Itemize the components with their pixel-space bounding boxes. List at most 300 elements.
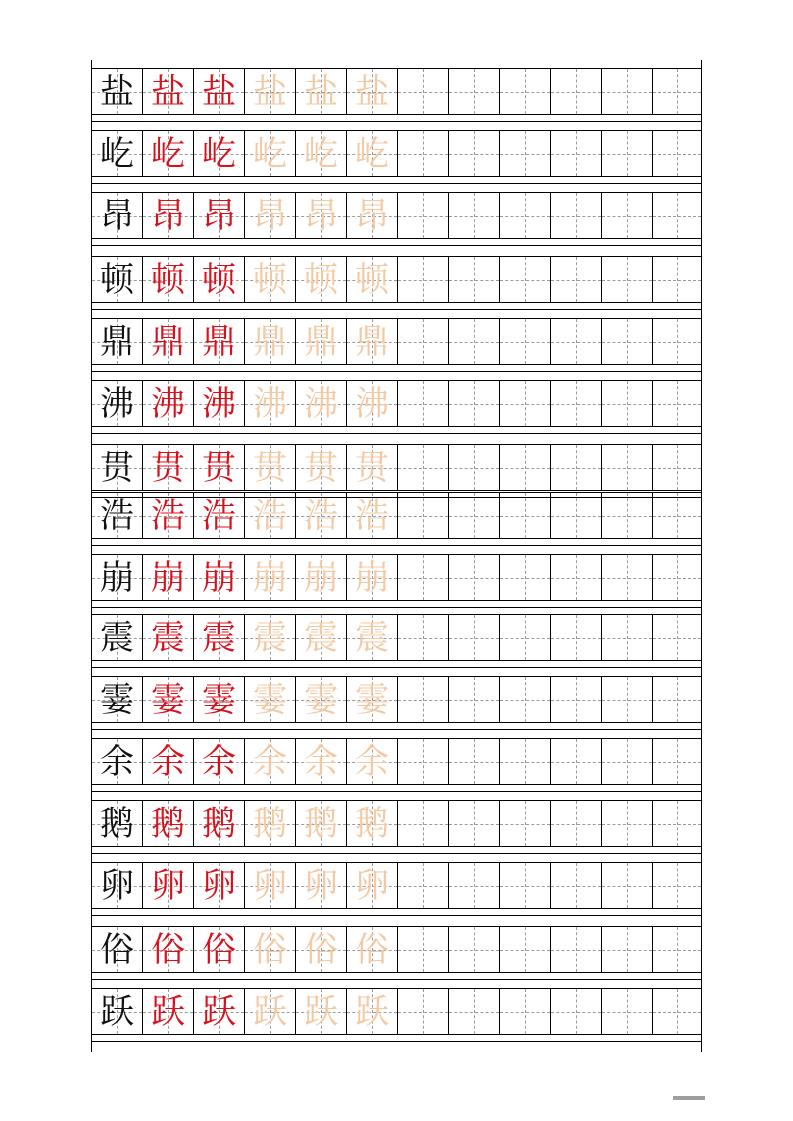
guide-line-vertical (576, 493, 577, 538)
blank-practice-cell (601, 800, 652, 847)
light-trace-cell (295, 68, 346, 115)
row-separator-line (91, 433, 702, 434)
guide-line-vertical (627, 493, 628, 538)
blank-practice-cell (550, 256, 601, 303)
blank-practice-cell (397, 444, 448, 491)
practice-character: 沸 (100, 383, 134, 424)
guide-line-vertical (423, 863, 424, 908)
guide-line-vertical (474, 131, 475, 176)
light-trace-cell (244, 318, 295, 365)
guide-line-vertical (677, 445, 678, 490)
blank-practice-cell (550, 988, 601, 1035)
light-trace-cell (295, 492, 346, 539)
guide-line-vertical (423, 131, 424, 176)
row-separator-line (91, 371, 702, 372)
blank-practice-cell (448, 926, 499, 973)
blank-practice-cell (499, 862, 550, 909)
guide-line-vertical (525, 989, 526, 1034)
blank-practice-cell (550, 554, 601, 601)
light-trace-cell (295, 318, 346, 365)
light-trace-cell (244, 68, 295, 115)
guide-line-vertical (474, 193, 475, 238)
guide-line-vertical (525, 69, 526, 114)
light-trace-cell (295, 444, 346, 491)
practice-character: 贯 (100, 447, 134, 488)
blank-practice-cell (601, 676, 652, 723)
model-character-cell (91, 256, 142, 303)
practice-character: 浩 (253, 495, 287, 536)
guide-line-vertical (576, 927, 577, 972)
blank-practice-cell (652, 862, 702, 909)
blank-practice-cell (550, 926, 601, 973)
light-trace-cell (244, 492, 295, 539)
guide-line-vertical (627, 989, 628, 1034)
red-trace-cell (142, 256, 193, 303)
row-separator-line (91, 607, 702, 608)
guide-line-vertical (423, 927, 424, 972)
blank-practice-cell (448, 676, 499, 723)
blank-practice-cell (601, 554, 652, 601)
blank-practice-cell (652, 318, 702, 365)
guide-line-vertical (576, 193, 577, 238)
model-character-cell (91, 554, 142, 601)
light-trace-cell (346, 554, 397, 601)
practice-character: 浩 (151, 495, 185, 536)
practice-character: 鹅 (253, 803, 287, 844)
guide-line-vertical (576, 555, 577, 600)
row-separator-line (91, 791, 702, 792)
guide-line-vertical (576, 677, 577, 722)
practice-character: 沸 (202, 383, 236, 424)
blank-practice-cell (397, 554, 448, 601)
guide-line-vertical (423, 989, 424, 1034)
row-separator-line (91, 545, 702, 546)
red-trace-cell (193, 192, 244, 239)
blank-practice-cell (448, 738, 499, 785)
practice-character: 沸 (304, 383, 338, 424)
light-trace-cell (244, 256, 295, 303)
practice-row (91, 738, 702, 785)
practice-row (91, 68, 702, 115)
light-trace-cell (295, 614, 346, 661)
light-trace-cell (244, 380, 295, 427)
guide-line-vertical (423, 257, 424, 302)
light-trace-cell (295, 862, 346, 909)
guide-line-vertical (627, 927, 628, 972)
blank-practice-cell (550, 318, 601, 365)
blank-practice-cell (397, 614, 448, 661)
row-separator-line (91, 667, 702, 668)
practice-character: 顿 (304, 259, 338, 300)
guide-line-vertical (677, 555, 678, 600)
blank-practice-cell (601, 492, 652, 539)
practice-character: 顿 (355, 259, 389, 300)
guide-line-vertical (677, 677, 678, 722)
practice-row (91, 926, 702, 973)
model-character-cell (91, 380, 142, 427)
blank-practice-cell (652, 444, 702, 491)
blank-practice-cell (499, 800, 550, 847)
light-trace-cell (244, 676, 295, 723)
model-character-cell (91, 800, 142, 847)
practice-character: 浩 (304, 495, 338, 536)
guide-line-vertical (474, 989, 475, 1034)
red-trace-cell (142, 130, 193, 177)
blank-practice-cell (448, 862, 499, 909)
light-trace-cell (346, 862, 397, 909)
practice-character: 顿 (202, 259, 236, 300)
practice-character: 昂 (253, 195, 287, 236)
practice-character: 余 (355, 741, 389, 782)
practice-character: 浩 (100, 495, 134, 536)
model-character-cell (91, 192, 142, 239)
practice-character: 霎 (355, 679, 389, 720)
practice-character: 余 (100, 741, 134, 782)
guide-line-vertical (627, 257, 628, 302)
practice-character: 震 (253, 617, 287, 658)
blank-practice-cell (652, 800, 702, 847)
practice-character: 盐 (151, 71, 185, 112)
practice-character: 跃 (253, 991, 287, 1032)
practice-character: 卵 (202, 865, 236, 906)
light-trace-cell (295, 676, 346, 723)
practice-character: 俗 (253, 929, 287, 970)
guide-line-vertical (423, 739, 424, 784)
light-trace-cell (346, 800, 397, 847)
guide-line-vertical (525, 555, 526, 600)
guide-line-vertical (474, 801, 475, 846)
guide-line-vertical (576, 257, 577, 302)
guide-line-vertical (525, 863, 526, 908)
blank-practice-cell (448, 614, 499, 661)
guide-line-vertical (474, 493, 475, 538)
guide-line-vertical (627, 863, 628, 908)
guide-line-vertical (525, 319, 526, 364)
guide-line-vertical (423, 445, 424, 490)
red-trace-cell (142, 192, 193, 239)
model-character-cell (91, 444, 142, 491)
blank-practice-cell (652, 256, 702, 303)
red-trace-cell (193, 988, 244, 1035)
blank-practice-cell (397, 130, 448, 177)
blank-practice-cell (448, 800, 499, 847)
practice-character: 屹 (151, 133, 185, 174)
blank-practice-cell (499, 738, 550, 785)
light-trace-cell (295, 256, 346, 303)
guide-line-vertical (677, 69, 678, 114)
light-trace-cell (346, 926, 397, 973)
red-trace-cell (193, 862, 244, 909)
guide-line-vertical (474, 863, 475, 908)
blank-practice-cell (448, 130, 499, 177)
blank-practice-cell (397, 862, 448, 909)
practice-row (91, 988, 702, 1035)
blank-practice-cell (652, 68, 702, 115)
blank-practice-cell (601, 380, 652, 427)
guide-line-vertical (627, 69, 628, 114)
guide-line-vertical (677, 927, 678, 972)
practice-character: 贯 (355, 447, 389, 488)
blank-practice-cell (499, 256, 550, 303)
red-trace-cell (142, 68, 193, 115)
practice-character: 崩 (304, 557, 338, 598)
practice-character: 沸 (355, 383, 389, 424)
practice-character: 余 (202, 741, 236, 782)
practice-character: 顿 (151, 259, 185, 300)
guide-line-vertical (423, 801, 424, 846)
blank-practice-cell (499, 380, 550, 427)
practice-character: 崩 (100, 557, 134, 598)
blank-practice-cell (499, 926, 550, 973)
blank-practice-cell (601, 988, 652, 1035)
practice-character: 昂 (151, 195, 185, 236)
practice-character: 余 (151, 741, 185, 782)
practice-character: 屹 (100, 133, 134, 174)
guide-line-vertical (677, 257, 678, 302)
red-trace-cell (142, 926, 193, 973)
practice-character: 沸 (253, 383, 287, 424)
practice-character: 震 (151, 617, 185, 658)
blank-practice-cell (448, 380, 499, 427)
guide-line-vertical (677, 493, 678, 538)
guide-line-vertical (627, 445, 628, 490)
practice-character: 屹 (304, 133, 338, 174)
blank-practice-cell (652, 380, 702, 427)
blank-practice-cell (499, 492, 550, 539)
row-separator-line (91, 853, 702, 854)
model-character-cell (91, 676, 142, 723)
practice-row (91, 614, 702, 661)
blank-practice-cell (601, 738, 652, 785)
light-trace-cell (346, 318, 397, 365)
red-trace-cell (193, 800, 244, 847)
blank-practice-cell (550, 738, 601, 785)
blank-practice-cell (550, 68, 601, 115)
practice-character: 跃 (100, 991, 134, 1032)
practice-character: 崩 (355, 557, 389, 598)
row-separator-line (91, 183, 702, 184)
red-trace-cell (193, 738, 244, 785)
practice-character: 昂 (202, 195, 236, 236)
red-trace-cell (142, 444, 193, 491)
practice-character: 俗 (100, 929, 134, 970)
light-trace-cell (295, 988, 346, 1035)
guide-line-vertical (525, 615, 526, 660)
practice-character: 卵 (100, 865, 134, 906)
blank-practice-cell (499, 68, 550, 115)
blank-practice-cell (601, 318, 652, 365)
guide-line-vertical (474, 555, 475, 600)
practice-character: 贯 (151, 447, 185, 488)
blank-practice-cell (601, 444, 652, 491)
light-trace-cell (244, 554, 295, 601)
light-trace-cell (295, 800, 346, 847)
practice-character: 跃 (151, 991, 185, 1032)
guide-line-vertical (677, 615, 678, 660)
guide-line-vertical (423, 193, 424, 238)
practice-character: 鼎 (304, 321, 338, 362)
practice-character: 震 (202, 617, 236, 658)
practice-character: 俗 (355, 929, 389, 970)
guide-line-vertical (627, 739, 628, 784)
light-trace-cell (244, 130, 295, 177)
model-character-cell (91, 738, 142, 785)
red-trace-cell (142, 862, 193, 909)
blank-practice-cell (652, 738, 702, 785)
practice-row (91, 318, 702, 365)
red-trace-cell (142, 492, 193, 539)
practice-character: 霎 (253, 679, 287, 720)
light-trace-cell (244, 614, 295, 661)
light-trace-cell (346, 380, 397, 427)
model-character-cell (91, 130, 142, 177)
light-trace-cell (295, 130, 346, 177)
blank-practice-cell (652, 130, 702, 177)
practice-character: 崩 (202, 557, 236, 598)
practice-character: 鼎 (202, 321, 236, 362)
blank-practice-cell (499, 676, 550, 723)
practice-character: 鼎 (253, 321, 287, 362)
blank-practice-cell (499, 130, 550, 177)
practice-character: 昂 (355, 195, 389, 236)
practice-character: 鹅 (355, 803, 389, 844)
blank-practice-cell (397, 318, 448, 365)
blank-practice-cell (397, 926, 448, 973)
light-trace-cell (295, 554, 346, 601)
blank-practice-cell (397, 800, 448, 847)
red-trace-cell (193, 256, 244, 303)
light-trace-cell (346, 738, 397, 785)
blank-practice-cell (499, 318, 550, 365)
blank-practice-cell (550, 380, 601, 427)
practice-character: 霎 (202, 679, 236, 720)
practice-character: 盐 (253, 71, 287, 112)
practice-character: 鼎 (151, 321, 185, 362)
practice-row (91, 444, 702, 491)
practice-row (91, 862, 702, 909)
red-trace-cell (193, 554, 244, 601)
guide-line-vertical (525, 677, 526, 722)
practice-character: 鹅 (151, 803, 185, 844)
blank-practice-cell (550, 676, 601, 723)
red-trace-cell (193, 676, 244, 723)
blank-practice-cell (448, 444, 499, 491)
guide-line-vertical (576, 989, 577, 1034)
blank-practice-cell (550, 492, 601, 539)
light-trace-cell (346, 192, 397, 239)
red-trace-cell (193, 130, 244, 177)
practice-character: 顿 (100, 259, 134, 300)
practice-character: 昂 (100, 195, 134, 236)
blank-practice-cell (499, 614, 550, 661)
model-character-cell (91, 926, 142, 973)
guide-line-vertical (627, 381, 628, 426)
guide-line-vertical (576, 801, 577, 846)
red-trace-cell (193, 614, 244, 661)
blank-practice-cell (448, 192, 499, 239)
practice-character: 鼎 (100, 321, 134, 362)
red-trace-cell (193, 926, 244, 973)
blank-practice-cell (550, 800, 601, 847)
practice-character: 鼎 (355, 321, 389, 362)
practice-character: 跃 (355, 991, 389, 1032)
light-trace-cell (244, 862, 295, 909)
practice-character: 俗 (151, 929, 185, 970)
guide-line-vertical (576, 131, 577, 176)
row-separator-line (91, 979, 702, 980)
practice-character: 贯 (304, 447, 338, 488)
blank-practice-cell (601, 614, 652, 661)
practice-character: 震 (355, 617, 389, 658)
model-character-cell (91, 68, 142, 115)
model-character-cell (91, 988, 142, 1035)
blank-practice-cell (397, 492, 448, 539)
red-trace-cell (142, 318, 193, 365)
light-trace-cell (346, 256, 397, 303)
light-trace-cell (346, 492, 397, 539)
light-trace-cell (244, 192, 295, 239)
practice-character: 震 (304, 617, 338, 658)
guide-line-vertical (525, 193, 526, 238)
page-number-marker (673, 1096, 705, 1100)
guide-line-vertical (474, 739, 475, 784)
practice-character: 跃 (202, 991, 236, 1032)
blank-practice-cell (397, 380, 448, 427)
practice-character: 卵 (355, 865, 389, 906)
guide-line-vertical (474, 445, 475, 490)
guide-line-vertical (423, 555, 424, 600)
guide-line-vertical (677, 319, 678, 364)
blank-practice-cell (397, 738, 448, 785)
guide-line-vertical (474, 381, 475, 426)
red-trace-cell (193, 492, 244, 539)
red-trace-cell (142, 676, 193, 723)
practice-character: 顿 (253, 259, 287, 300)
guide-line-vertical (677, 381, 678, 426)
light-trace-cell (295, 926, 346, 973)
guide-line-vertical (677, 739, 678, 784)
practice-character: 贯 (253, 447, 287, 488)
practice-row (91, 192, 702, 239)
practice-row (91, 380, 702, 427)
blank-practice-cell (601, 192, 652, 239)
practice-character: 俗 (304, 929, 338, 970)
practice-character: 盐 (304, 71, 338, 112)
red-trace-cell (193, 444, 244, 491)
blank-practice-cell (397, 192, 448, 239)
light-trace-cell (346, 68, 397, 115)
practice-character: 盐 (355, 71, 389, 112)
blank-practice-cell (448, 318, 499, 365)
blank-practice-cell (652, 676, 702, 723)
guide-line-vertical (525, 493, 526, 538)
model-character-cell (91, 318, 142, 365)
guide-line-vertical (474, 927, 475, 972)
guide-line-vertical (627, 555, 628, 600)
guide-line-vertical (627, 193, 628, 238)
model-character-cell (91, 862, 142, 909)
guide-line-vertical (474, 319, 475, 364)
guide-line-vertical (423, 677, 424, 722)
practice-character: 震 (100, 617, 134, 658)
blank-practice-cell (550, 130, 601, 177)
red-trace-cell (142, 554, 193, 601)
guide-line-vertical (525, 131, 526, 176)
blank-practice-cell (397, 256, 448, 303)
practice-character: 沸 (151, 383, 185, 424)
guide-line-vertical (677, 863, 678, 908)
red-trace-cell (193, 318, 244, 365)
